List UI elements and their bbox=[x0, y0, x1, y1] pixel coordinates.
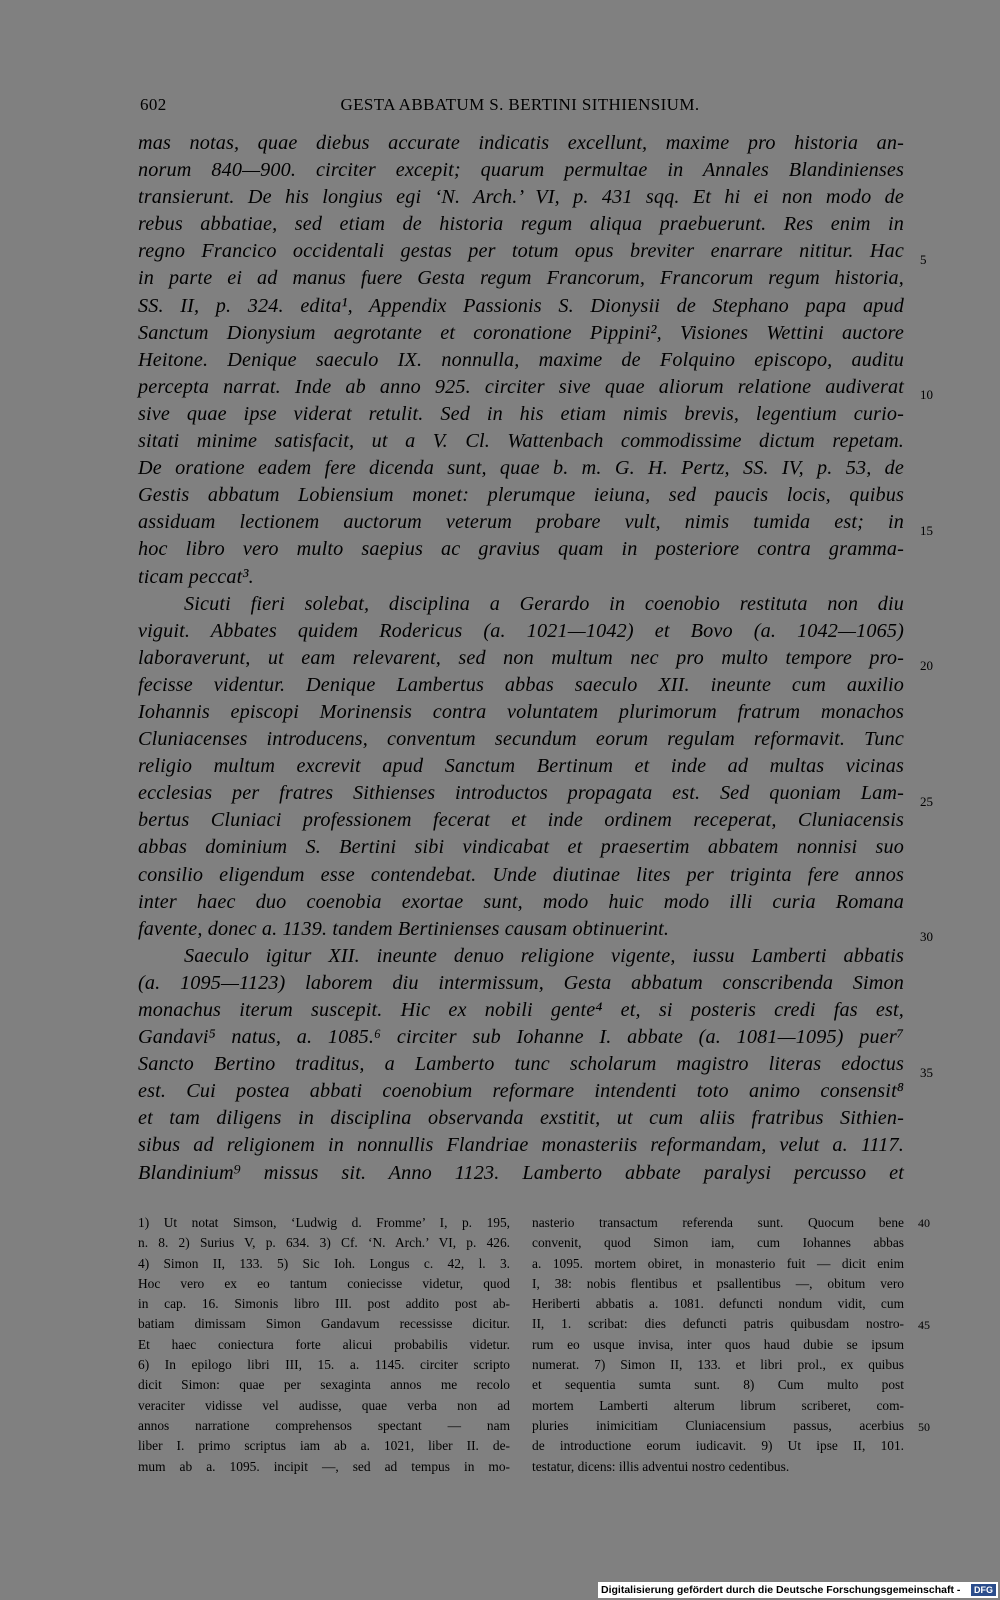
text-line: SS. II, p. 324. edita¹, Appendix Passionis S. Dionysii de Stephano papa apud bbox=[138, 294, 904, 317]
text-line: Gandavi⁵ natus, a. 1085.⁶ circiter sub Iohanne I. abbate (a. 1081—1095) puer⁷ bbox=[138, 1026, 904, 1049]
text-line: rebus abbatiae, sed etiam de historia regum aliqua praebuerunt. Res enim in bbox=[138, 213, 904, 236]
footnote-line: 4) Simon II, 133. 5) Sic Ioh. Longus c. 42, l. 3. bbox=[138, 1255, 510, 1271]
footnote-line: I, 38: nobis flentibus et psallentibus —, obitum vero bbox=[532, 1275, 904, 1291]
footnotes-right-column bbox=[532, 1213, 904, 1477]
footnote-line: dicit Simon: quae per sexaginta annos me recolo bbox=[138, 1377, 510, 1393]
margin-line-number: 15 bbox=[920, 523, 933, 538]
footnote-line: de introductione eorum iudicavit. 9) Ut ipse II, 101. bbox=[532, 1438, 904, 1454]
footnote-line: n. 8. 2) Surius V, p. 634. 3) Cf. ‘N. Arch.’ VI, p. 426. bbox=[138, 1235, 510, 1251]
text-line: ecclesias per fratres Sithienses introductos propagata est. Sed quoniam Lam- bbox=[138, 782, 904, 805]
text-line: sive quae ipse viderat retulit. Sed in his etiam nimis brevis, legentium curio- bbox=[138, 402, 904, 425]
margin-line-number: 35 bbox=[920, 1065, 933, 1080]
text-line: Sicuti fieri solebat, disciplina a Gerardo in coenobio restituta non diu bbox=[184, 592, 904, 615]
text-line: viguit. Abbates quidem Rodericus (a. 1021—1042) et Bovo (a. 1042—1065) bbox=[138, 619, 904, 642]
footnote-line: Heriberti abbatis a. 1081. defuncti nondum vidit, cum bbox=[532, 1296, 904, 1312]
text-line: (a. 1095—1123) laborem diu intermissum, Gesta abbatum conscribenda Simon bbox=[138, 971, 904, 994]
text-line: ticam peccat³. bbox=[138, 565, 254, 588]
text-line: fecisse videntur. Denique Lambertus abbas saeculo XII. ineunte cum auxilio bbox=[138, 673, 904, 696]
text-line: bertus Cluniaci professionem fecerat et inde ordinem receperat, Cluniacensis bbox=[138, 809, 904, 832]
footnote-line: nasterio transactum referenda sunt. Quocum bene bbox=[532, 1215, 904, 1230]
footnote-line: 1) Ut notat Simson, ‘Ludwig d. Fromme’ I, p. 195, bbox=[138, 1215, 510, 1230]
text-line: in parte ei ad manus fuere Gesta regum Francorum, Francorum regum historia, bbox=[138, 267, 904, 290]
text-line: assiduam lectionem auctorum veterum probare vult, nimis tumida est; in bbox=[138, 511, 904, 534]
text-line: Gestis abbatum Lobiensium monet: plerumque ieiuna, sed paucis locis, quibus bbox=[138, 484, 904, 507]
page-number: 602 bbox=[140, 95, 167, 114]
footnotes bbox=[138, 1213, 904, 1473]
footnote-line: II, 1. scribat: dies defuncti patris quibusdam nostro- bbox=[532, 1316, 904, 1332]
text-line: et tam diligens in disciplina observanda exstitit, ut cum aliis fratribus Sithien- bbox=[138, 1107, 904, 1130]
margin-line-number: 20 bbox=[920, 658, 933, 673]
text-line: religio multum excrevit apud Sanctum Bertinum et inde ad multas vicinas bbox=[138, 755, 904, 778]
footnote-margin-number: 50 bbox=[918, 1420, 930, 1434]
text-line: monachus iterum suscepit. Hic ex nobili gente⁴ et, si posteris credi fas est, bbox=[138, 999, 904, 1021]
text-line: norum 840—900. circiter excepit; quarum permultae in Annales Blandinienses bbox=[138, 159, 904, 182]
dfg-logo: DFG bbox=[971, 1584, 996, 1596]
text-line: De oratione eadem fere dicenda sunt, quae b. m. G. H. Pertz, SS. IV, p. 53, de bbox=[138, 457, 904, 480]
text-line: sitati minime satisfacit, ut a V. Cl. Wattenbach commodissime dictum repetam. bbox=[138, 430, 904, 453]
footnote-line: convenit, quod Simon iam, cum Iohannes abbas bbox=[532, 1235, 904, 1251]
running-title: GESTA ABBATUM S. BERTINI SITHIENSIUM. bbox=[340, 95, 700, 114]
text-line: Iohannis episcopi Morinensis contra voluntatem plurimorum fratrum monachos bbox=[138, 700, 904, 723]
footnote-line: a. 1095. mortem obiret, in monasterio fuit — dicit enim bbox=[532, 1255, 904, 1271]
footnote-line: numerat. 7) Simon II, 133. et libri prol., ex quibus bbox=[532, 1357, 904, 1373]
text-line: sibus ad religionem in nonnullis Flandriae monasteriis reformandam, velut a. 1117. bbox=[138, 1134, 904, 1157]
page-header bbox=[140, 95, 900, 119]
main-text-block bbox=[138, 130, 904, 1187]
footnote-line: batiam dimissam Simon Gandavum recessisse dicitur. bbox=[138, 1316, 510, 1332]
footnote-line: mum ab a. 1095. incipit —, sed ad tempus in mo- bbox=[138, 1458, 510, 1474]
margin-line-number: 30 bbox=[920, 929, 933, 944]
footnotes-left-column bbox=[138, 1213, 510, 1477]
credit-text: Digitalisierung gefördert durch die Deutsche Forschungsgemeinschaft - bbox=[601, 1584, 961, 1596]
text-line: favente, donec a. 1139. tandem Bertinienses causam obtinuerint. bbox=[138, 917, 670, 940]
text-line: inter haec duo coenobia exortae sunt, modo huic modo illi curia Romana bbox=[138, 890, 904, 913]
footnote-line: Et haec coniectura forte alicui probabilis videtur. bbox=[138, 1336, 510, 1352]
text-line: Sanctum Dionysium aegrotante et coronatione Pippini², Visiones Wettini auctore bbox=[138, 321, 904, 344]
text-line: mas notas, quae diebus accurate indicatis excellunt, maxime pro historia an- bbox=[138, 132, 904, 154]
footnote-margin-number: 45 bbox=[918, 1318, 930, 1332]
text-line: Heitone. Denique saeculo IX. nonnulla, maxime de Folquino episcopo, auditu bbox=[138, 348, 904, 371]
margin-line-number: 10 bbox=[920, 387, 933, 402]
footnote-line: rum eo usque invisa, inter quos haud dubie se ipsum bbox=[532, 1336, 904, 1352]
text-line: Blandinium⁹ missus sit. Anno 1123. Lamberto abbate paralysi percusso et bbox=[138, 1161, 904, 1184]
footnote-line: veraciter vidisse vel audisse, quae verba non ad bbox=[138, 1397, 510, 1413]
margin-line-number: 5 bbox=[920, 252, 927, 267]
text-line: consilio eligendum esse contendebat. Unde diutinae lites per triginta fere annos bbox=[138, 863, 904, 886]
text-line: Sancto Bertino traditus, a Lamberto tunc scholarum magistro literas edoctus bbox=[138, 1053, 904, 1076]
text-line: hoc libro vero multo saepius ac gravius quam in posteriore contra gramma- bbox=[138, 538, 904, 561]
footnote-line: annos narratione comprehensos spectant — nam bbox=[138, 1417, 510, 1433]
footnote-line: 6) In epilogo libri III, 15. a. 1145. circiter scripto bbox=[138, 1357, 510, 1373]
text-line: regno Francico occidentali gestas per totum opus breviter enarrare nititur. Hac bbox=[138, 240, 904, 263]
text-line: laboraverunt, ut eam relevarent, sed non multum nec pro multo tempore pro- bbox=[138, 646, 904, 669]
text-line: abbas dominium S. Bertini sibi vindicabat et praesertim abbatem nonnisi suo bbox=[138, 836, 904, 859]
footnote-line: mortem Lamberti alterum librum scriberet, com- bbox=[532, 1397, 904, 1413]
footnote-margin-number: 40 bbox=[918, 1216, 930, 1230]
footnote-line: testatur, dicens: illis adventui nostro cedentibus. bbox=[532, 1458, 790, 1474]
footnote-line: et sequentia sumta sunt. 8) Cum multo post bbox=[532, 1377, 904, 1393]
footnote-line: liber I. primo scriptus iam ab a. 1021, liber II. de- bbox=[138, 1438, 510, 1454]
footnote-line: Hoc vero ex eo tantum coniecisse videtur, quod bbox=[138, 1275, 510, 1291]
footnote-line: pluries inimicitiam Cluniacensium passus, acerbius bbox=[532, 1417, 904, 1433]
text-line: percepta narrat. Inde ab anno 925. circiter sive quae aliorum relatione audiverat bbox=[138, 375, 904, 398]
footnote-line: in cap. 16. Simonis libro III. post addito post ab- bbox=[138, 1296, 510, 1312]
digitization-credit-bar bbox=[598, 1582, 998, 1598]
text-line: Saeculo igitur XII. ineunte denuo religione vigente, iussu Lamberti abbatis bbox=[184, 944, 904, 967]
text-line: transierunt. De his longius egi ‘N. Arch.’ VI, p. 431 sqq. Et hi ei non modo de bbox=[138, 186, 904, 209]
text-line: Cluniacenses introducens, conventum secundum eorum regulam reformavit. Tunc bbox=[138, 728, 904, 751]
text-line: est. Cui postea abbati coenobium reformare intendenti toto animo consensit⁸ bbox=[138, 1080, 904, 1103]
margin-line-number: 25 bbox=[920, 794, 933, 809]
